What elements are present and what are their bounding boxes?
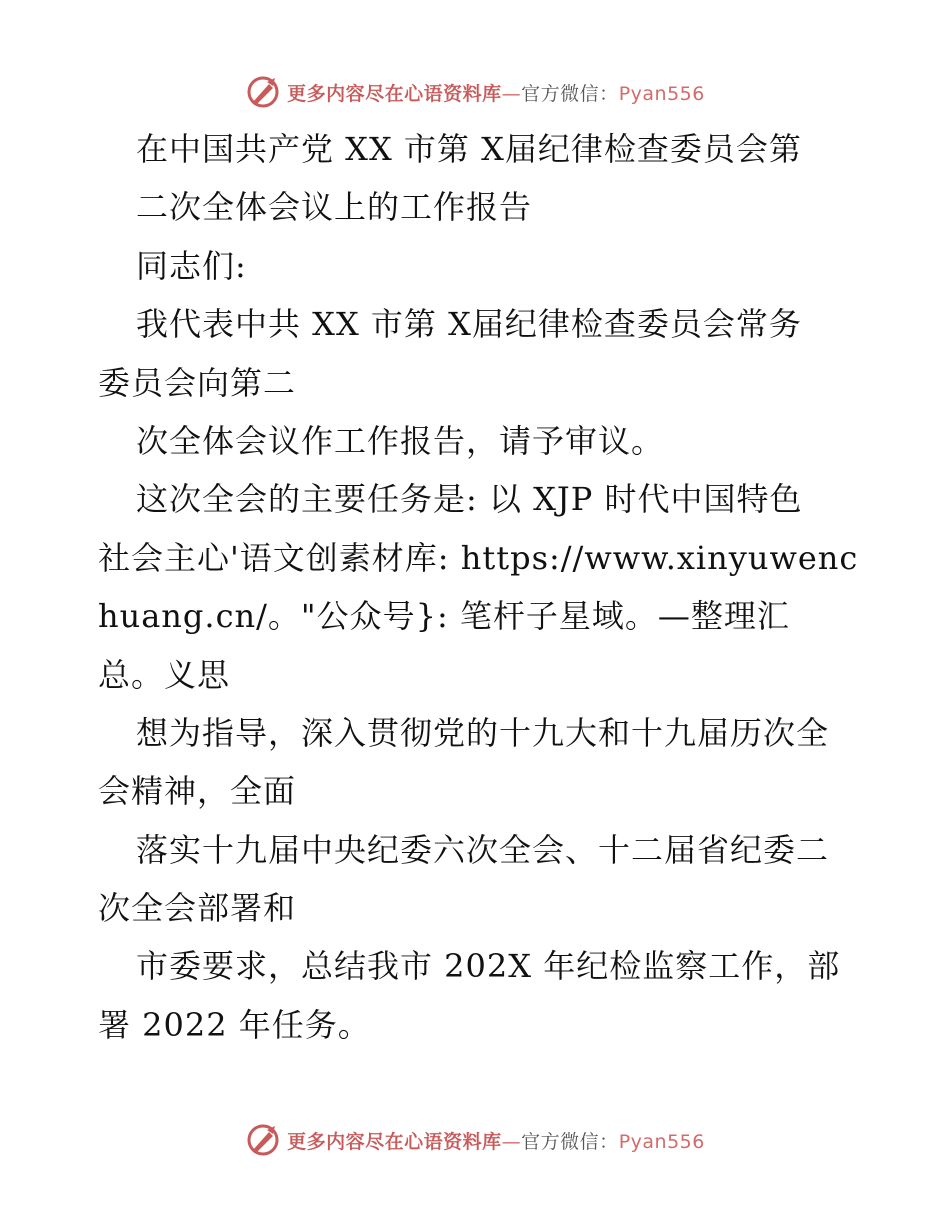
paragraph-line: 委员会向第二 xyxy=(98,363,297,402)
paragraph-line: 这次全会的主要任务是: 以 XJP 时代中国特色 xyxy=(136,480,803,519)
footer-watermark-banner xyxy=(0,1120,950,1160)
title-line-1: 在中国共产党 XX 市第 X届纪律检查委员会第 xyxy=(136,130,802,168)
watermark-text xyxy=(287,79,705,106)
salutation: 同志们: xyxy=(136,246,247,285)
watermark-dash: — xyxy=(501,1130,522,1153)
paragraph-line: 想为指导，深入贯彻党的十九大和十九届历次全 xyxy=(136,713,830,752)
quill-logo-icon xyxy=(245,1122,281,1158)
watermark-site-name: 更多内容尽在心语资料库 xyxy=(287,1130,502,1153)
paragraph-line: huang.cn/。"公众号}: 笔杆子星域。—整理汇 xyxy=(98,597,790,636)
paragraph-line: 市委要求，总结我市 202X 年纪检监察工作，部 xyxy=(136,947,841,986)
watermark-site-name: 更多内容尽在心语资料库 xyxy=(287,82,502,105)
watermark-wechat-label: 官方微信： xyxy=(521,82,619,105)
watermark-text xyxy=(287,1127,705,1154)
paragraph-line: 次全会部署和 xyxy=(98,889,297,928)
paragraph-line: 署 2022 年任务。 xyxy=(98,1005,371,1044)
title-line-2: 二次全体会议上的工作报告 xyxy=(136,188,533,227)
document-body xyxy=(98,120,858,1054)
watermark-wechat-label: 官方微信： xyxy=(521,1130,619,1153)
watermark-dash: — xyxy=(501,82,522,105)
paragraph-line: 会精神，全面 xyxy=(98,772,297,811)
paragraph-line: 社会主心'语文创素材库: https://www.xinyuwenc xyxy=(98,538,859,577)
header-watermark-banner xyxy=(0,72,950,112)
paragraph-line: 落实十九届中央纪委六次全会、十二届省纪委二 xyxy=(136,830,830,869)
watermark-wechat-id: Pyan556 xyxy=(618,1130,705,1153)
paragraph-line: 我代表中共 XX 市第 X届纪律检查委员会常务 xyxy=(136,305,802,344)
quill-logo-icon xyxy=(245,74,281,110)
paragraph-line: 总。义思 xyxy=(98,655,231,694)
watermark-wechat-id: Pyan556 xyxy=(618,82,705,105)
paragraph-line: 次全体会议作工作报告，请予审议。 xyxy=(136,421,665,460)
